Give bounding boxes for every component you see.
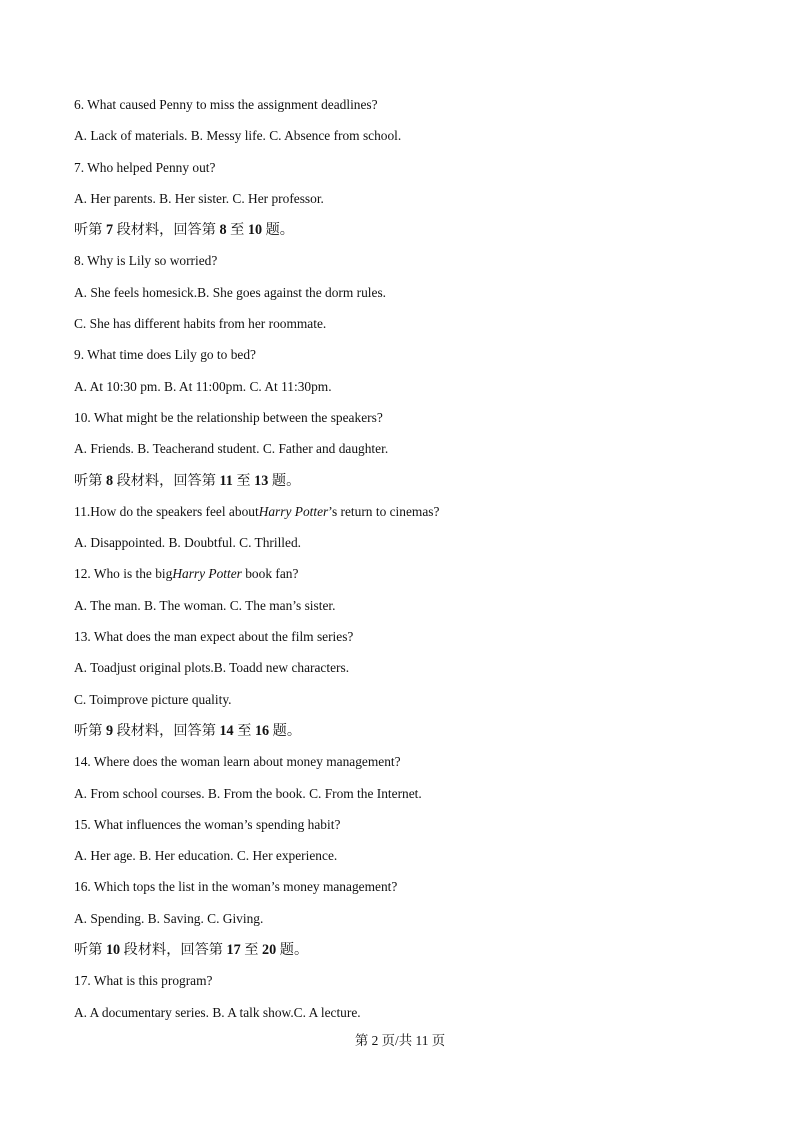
text-run: 17 bbox=[226, 942, 241, 959]
text-run: 至 bbox=[226, 222, 248, 239]
text-run: 8 bbox=[105, 472, 114, 489]
question-text: 10. What might be the relationship between the speakers? bbox=[74, 409, 383, 425]
answer-options: A. Spending. B. Saving. C. Giving. bbox=[74, 910, 264, 926]
question-text: 6. What caused Penny to miss the assignment deadlines? bbox=[74, 97, 378, 112]
text-run: 听第 bbox=[74, 722, 106, 739]
text-run: book fan? bbox=[241, 566, 299, 582]
question-text: 9. What time does Lily go to bed? bbox=[74, 347, 256, 363]
answer-options: A. At 10:30 pm. B. At 11:00pm. C. At 11:30pm. bbox=[74, 378, 332, 394]
question-text: 14. Where does the woman learn about money management? bbox=[74, 754, 401, 770]
text-run: 题。 bbox=[268, 472, 301, 489]
answer-options: C. She has different habits from her roommate. bbox=[74, 316, 327, 332]
answer-options: A. A documentary series. B. A talk show.C. A lecture. bbox=[74, 1004, 361, 1020]
text-run: 题。 bbox=[269, 722, 302, 739]
section-heading bbox=[74, 470, 734, 501]
answer-options: A. Disappointed. B. Doubtful. C. Thrilled. bbox=[74, 535, 302, 551]
answer-options: A. From school courses. B. From the book. C. From the Internet. bbox=[74, 785, 422, 801]
answer-options: A. Friends. B. Teacherand student. C. Father and daughter. bbox=[74, 441, 389, 457]
text-run: 13 bbox=[254, 472, 269, 489]
page-footer: 第 2 页/共 11 页 bbox=[354, 1033, 446, 1048]
question-text bbox=[74, 501, 734, 532]
text-run: 段材料，回答第 bbox=[120, 942, 227, 959]
text-run: 10 bbox=[247, 222, 263, 239]
text-run: 段材料，回答第 bbox=[113, 472, 220, 489]
text-run: 11 bbox=[219, 472, 233, 489]
text-run: 20 bbox=[262, 942, 277, 959]
question-text: 16. Which tops the list in the woman’s money management? bbox=[74, 879, 398, 895]
text-run: 12. Who is the big bbox=[74, 566, 173, 582]
text-run: 听第 bbox=[74, 472, 106, 489]
answer-options: A. Her parents. B. Her sister. C. Her professor. bbox=[74, 190, 324, 206]
text-run: 10 bbox=[105, 942, 121, 959]
question-list bbox=[74, 94, 734, 1033]
text-run: 题。 bbox=[262, 222, 294, 239]
question-text: 7. Who helped Penny out? bbox=[74, 159, 216, 175]
text-run: 题。 bbox=[276, 942, 309, 959]
text-run: Harry Potter bbox=[258, 503, 329, 519]
answer-options: A. Her age. B. Her education. C. Her experience. bbox=[74, 848, 338, 864]
text-run: 9 bbox=[105, 722, 114, 739]
text-run: ’s return to cinemas? bbox=[328, 503, 440, 519]
question-text: 8. Why is Lily so worried? bbox=[74, 253, 218, 269]
answer-options: A. Lack of materials. B. Messy life. C. Absence from school. bbox=[74, 128, 402, 144]
question-text: 15. What influences the woman’s spending habit? bbox=[74, 816, 341, 832]
answer-options: A. The man. B. The woman. C. The man’s sister. bbox=[74, 597, 336, 613]
text-run: 段材料，回答第 bbox=[113, 222, 220, 239]
text-run: 16 bbox=[254, 722, 270, 739]
section-heading bbox=[74, 939, 734, 970]
text-run: Harry Potter bbox=[172, 566, 242, 582]
question-text bbox=[74, 563, 734, 594]
answer-options: C. Toimprove picture quality. bbox=[74, 691, 232, 707]
question-text: 17. What is this program? bbox=[74, 973, 213, 989]
text-run: 听第 bbox=[74, 942, 106, 959]
text-run: 11.How do the speakers feel about bbox=[74, 503, 259, 519]
text-run: 14 bbox=[219, 722, 234, 739]
text-run: 段材料，回答第 bbox=[113, 722, 220, 739]
section-heading bbox=[74, 219, 734, 250]
text-run: 至 bbox=[240, 942, 263, 959]
text-run: 听第 bbox=[74, 222, 106, 239]
text-run: 至 bbox=[232, 472, 255, 489]
text-run: 7 bbox=[105, 222, 114, 239]
text-run: 至 bbox=[233, 722, 255, 739]
question-text: 13. What does the man expect about the film series? bbox=[74, 629, 354, 645]
answer-options: A. She feels homesick.B. She goes against the dorm rules. bbox=[74, 284, 387, 300]
section-heading bbox=[74, 720, 734, 751]
text-run: 8 bbox=[219, 222, 227, 239]
answer-options: A. Toadjust original plots.B. Toadd new characters. bbox=[74, 660, 350, 676]
